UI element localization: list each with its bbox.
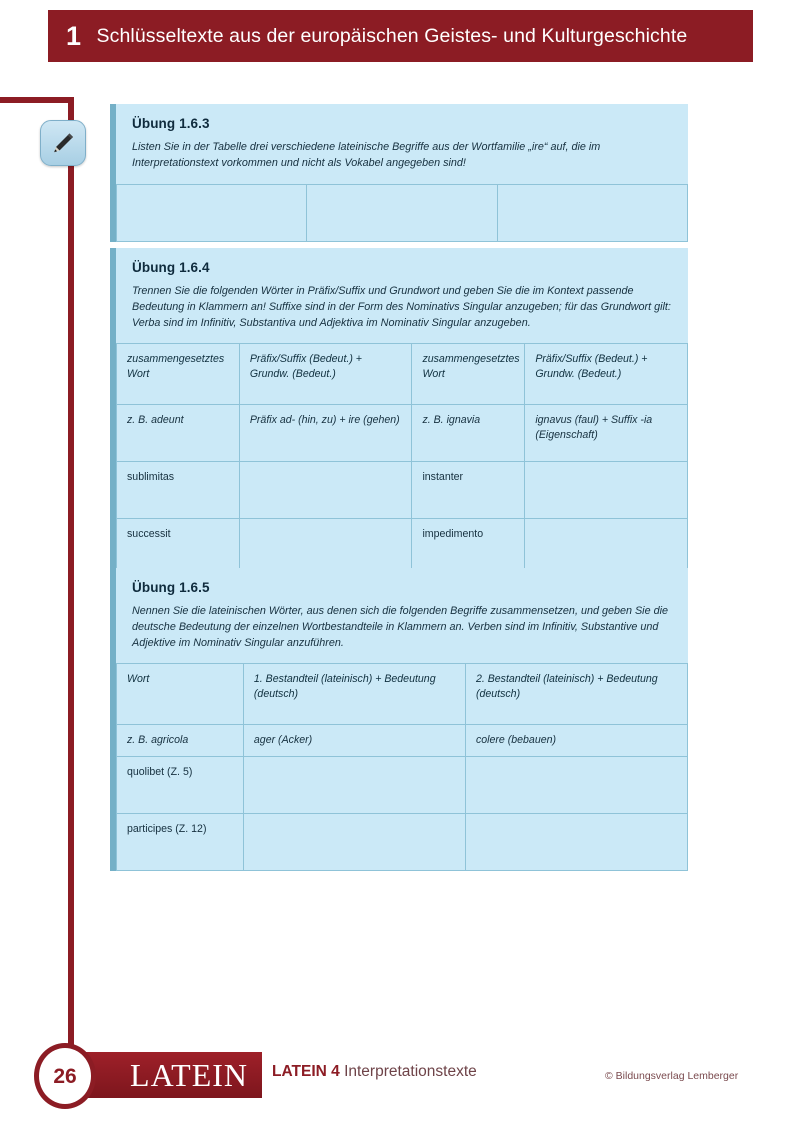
exercise-table-1-6-3 (116, 184, 688, 242)
column-header: 1. Bestandteil (lateinisch) + Bedeutung (deutsch) (243, 664, 465, 725)
table-header-row (117, 664, 688, 725)
table-cell-word: quolibet (Z. 5) (117, 757, 244, 814)
table-row (117, 462, 688, 519)
table-cell-blank[interactable] (465, 757, 687, 814)
column-header: Präfix/Suffix (Bedeut.) + Grundw. (Bedeut.) (525, 344, 688, 405)
page-number: 26 (53, 1064, 77, 1088)
footer-series-light: Interpretationstexte (344, 1063, 477, 1080)
exercise-block-1-6-3 (110, 104, 688, 242)
table-row (117, 814, 688, 871)
exercise-table-1-6-5 (116, 663, 688, 871)
exercise-header (116, 568, 688, 663)
chapter-header-banner (48, 10, 753, 62)
column-header: zusammengesetztes Wort (117, 344, 240, 405)
exercise-instructions: Listen Sie in der Tabelle drei verschiedene lateinische Begriffe aus der Wortfamilie „ire“ auf, die im Interpretationstext vorkommen und nicht als Vokabel angegeben sind! (132, 141, 601, 169)
table-cell-blank[interactable] (243, 814, 465, 871)
chapter-number: 1 (66, 20, 81, 51)
table-cell-example: z. B. agricola (117, 725, 244, 757)
exercise-instructions: Trennen Sie die folgenden Wörter in Präfix/Suffix und Grundwort und geben Sie die im Kontext passende Bedeutung in Klammern an! Suffixe sind in der Form des Nominativs Singular anzugeben; für das Grundwort gilt: Verba sind im Infinitiv, Substantiva und Adjektiva im Nominativ Singular anzugeben. (132, 285, 671, 329)
table-cell-example: ager (Acker) (243, 725, 465, 757)
column-header: Präfix/Suffix (Bedeut.) + Grundw. (Bedeut.) (239, 344, 412, 405)
chapter-title: Schlüsseltexte aus der europäischen Geistes- und Kulturgeschichte (96, 24, 688, 47)
column-header: zusammengesetztes Wort (412, 344, 525, 405)
table-cell-blank[interactable] (117, 184, 307, 241)
exercise-instructions: Nennen Sie die lateinischen Wörter, aus denen sich die folgenden Begriffe zusammensetzen, und geben Sie die deutsche Bedeutung der einzelnen Wortbestandteile in Klammern an. Verben sind im Infinitiv, Substantive und Adjektive im Nominativ Singular anzuführen. (132, 605, 668, 649)
footer-series-title (272, 1064, 477, 1080)
footer-series-strong: LATEIN 4 (272, 1063, 340, 1080)
table-cell-word: sublimitas (117, 462, 240, 519)
column-header: Wort (117, 664, 244, 725)
exercise-block-1-6-4 (110, 248, 688, 576)
rail-vertical (68, 97, 74, 1050)
exercise-header (116, 248, 688, 343)
pencil-icon (40, 120, 86, 166)
table-header-row (117, 344, 688, 405)
table-cell-blank[interactable] (497, 184, 687, 241)
exercise-block-1-6-5 (110, 568, 688, 871)
table-cell-example: ignavus (faul) + Suffix -ia (Eigenschaft) (525, 405, 688, 462)
table-row (117, 757, 688, 814)
table-cell-word: instanter (412, 462, 525, 519)
exercise-header (116, 104, 688, 184)
exercise-title: Übung 1.6.3 (132, 116, 210, 131)
footer-copyright: © Bildungsverlag Lemberger (605, 1070, 739, 1082)
table-row (117, 184, 688, 241)
exercise-table-1-6-4 (116, 343, 688, 576)
table-cell-blank[interactable] (239, 462, 412, 519)
exercise-title: Übung 1.6.5 (132, 580, 210, 595)
table-cell-blank[interactable] (307, 184, 497, 241)
table-row (117, 405, 688, 462)
footer-logo-box (72, 1052, 262, 1098)
table-cell-example: colere (bebauen) (465, 725, 687, 757)
table-cell-blank[interactable] (243, 757, 465, 814)
column-header: 2. Bestandteil (lateinisch) + Bedeutung (deutsch) (465, 664, 687, 725)
exercise-title: Übung 1.6.4 (132, 260, 210, 275)
table-cell-blank[interactable] (465, 814, 687, 871)
footer-logo-text: LATEIN (130, 1057, 248, 1093)
rail-horizontal (0, 97, 74, 103)
table-cell-example: z. B. ignavia (412, 405, 525, 462)
table-row (117, 725, 688, 757)
page-number-badge (34, 1043, 96, 1109)
table-cell-example: z. B. adeunt (117, 405, 240, 462)
table-cell-word: participes (Z. 12) (117, 814, 244, 871)
table-cell-word: successit (117, 519, 240, 576)
table-cell-word: impedimento (412, 519, 525, 576)
table-cell-example: Präfix ad- (hin, zu) + ire (gehen) (239, 405, 412, 462)
table-cell-blank[interactable] (525, 462, 688, 519)
